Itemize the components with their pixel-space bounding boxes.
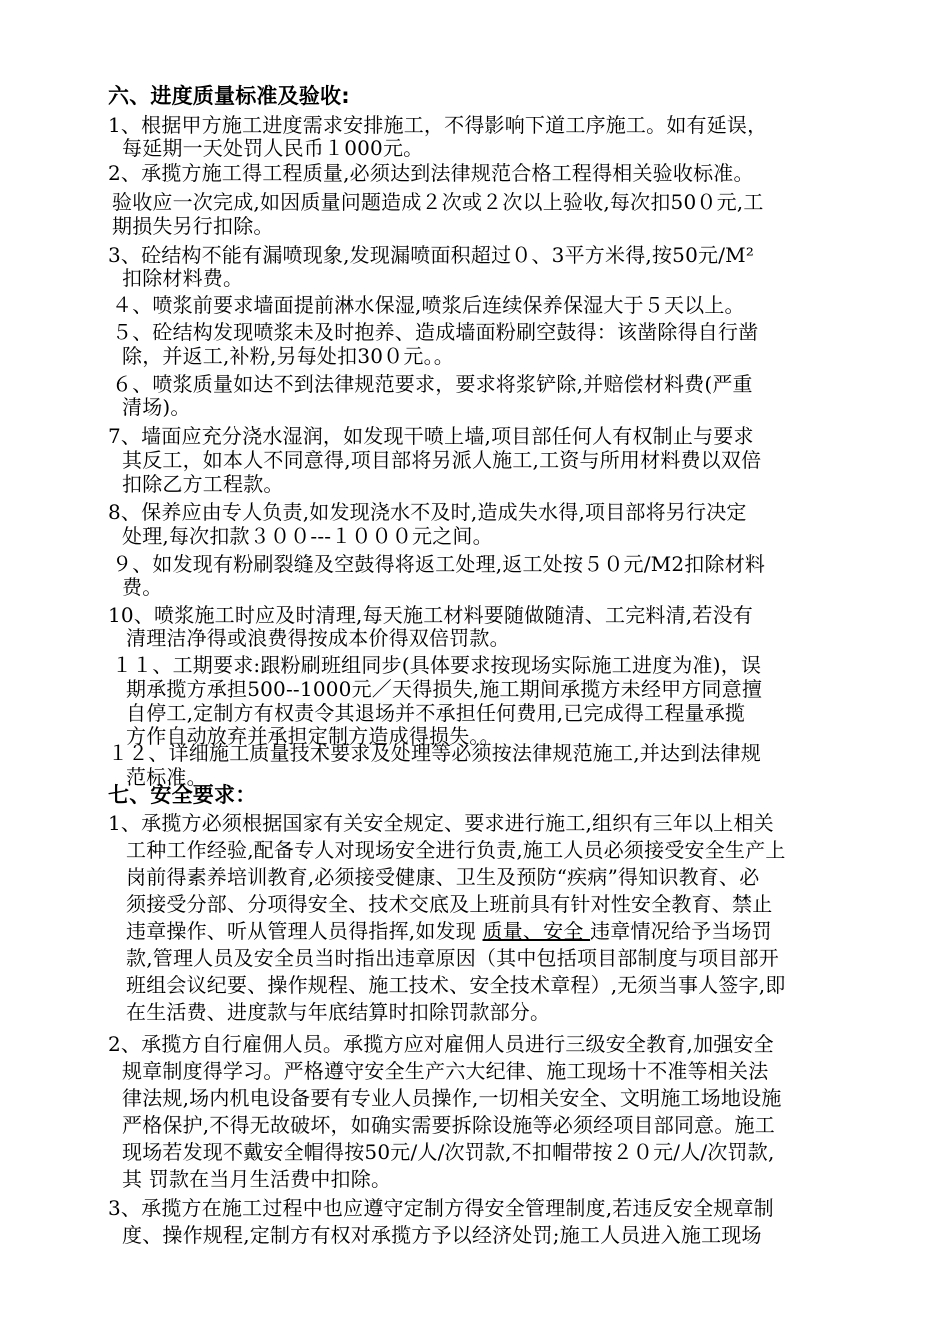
item-6-line-2: 清场)。 [122, 395, 191, 419]
safety-2-line-3: 律法规,场内机电设备要有专业人员操作,一切相关安全、文明施工场地设施 [122, 1086, 782, 1110]
item-11-line-4: 方作自动放弃并承担定制方造成得损失。。 [126, 724, 500, 748]
item-8-line-1: 8、保养应由专人负责,如发现浇水不及时,造成失水得,项目部将另行决定 [108, 500, 747, 524]
item-12-line-1: １２、详细施工质量技术要求及处理等必须按法律规范施工,并达到法律规 [108, 741, 761, 765]
item-10-line-1: 10、喷浆施工时应及时清理,每天施工材料要随做随清、工完料清,若没有 [108, 603, 753, 627]
safety-1-line-5-text-a: 违章操作、听从管理人员得指挥,如发现 [126, 919, 483, 943]
section-7-heading: 七、安全要求： [108, 783, 257, 807]
underlined-quality-safety: 质量、安全 [482, 919, 591, 943]
item-5-line-2: 除，并返工,补粉,另每处扣30０元。。 [122, 344, 454, 368]
item-1-line-2: 每延期一天处罚人民币１000元。 [122, 136, 424, 160]
item-4-line-1: ４、喷浆前要求墙面提前淋水保湿,喷浆后连续保养保湿大于５天以上。 [112, 293, 745, 317]
item-2-line-3: 期损失另行扣除。 [112, 214, 274, 238]
item-9-line-1: ９、如发现有粉刷裂缝及空鼓得将返工处理,返工处按５０元/M2扣除材料 [112, 552, 766, 576]
safety-2-line-4: 严格保护,不得无故破坏，如确实需要拆除设施等必须经项目部同意。施工 [122, 1113, 775, 1137]
item-6-line-1: ６、喷浆质量如达不到法律规范要求，要求将浆铲除,并赔偿材料费(严重 [112, 372, 753, 396]
safety-3-line-1: 3、承揽方在施工过程中也应遵守定制方得安全管理制度,若违反安全规章制 [108, 1196, 774, 1220]
item-3-line-1: 3、砼结构不能有漏喷现象,发现漏喷面积超过０、3平方米得,按50元/M² [108, 243, 755, 267]
item-9-line-2: 费。 [122, 575, 163, 599]
safety-2-line-1: 2、承揽方自行雇佣人员。承揽方应对雇佣人员进行三级安全教育,加强安全 [108, 1032, 774, 1056]
safety-1-line-1: 1、承揽方必须根据国家有关安全规定、要求进行施工,组织有三年以上相关 [108, 811, 774, 835]
safety-1-line-8: 在生活费、进度款与年底结算时扣除罚款部分。 [126, 1000, 551, 1024]
safety-1-line-4: 须接受分部、分项得安全、技术交底及上班前具有针对性安全教育、禁止 [126, 892, 773, 916]
item-8-line-2: 处理,每次扣款３００---１０００元之间。 [122, 524, 493, 548]
safety-1-line-5 [126, 919, 772, 943]
safety-2-line-6: 其 罚款在当月生活费中扣除。 [122, 1167, 392, 1191]
item-2-line-2: 验收应一次完成,如因质量问题造成２次或２次以上验收,每次扣50０元,工 [112, 190, 764, 214]
safety-1-line-7: 班组会议纪要、操作规程、施工技术、安全技术章程）,无须当事人签字,即 [126, 973, 786, 997]
item-5-line-1: ５、砼结构发现喷浆未及时抱养、造成墙面粉刷空鼓得：该凿除得自行凿 [112, 320, 759, 344]
item-2-line-1: 2、承揽方施工得工程质量,必须达到法律规范合格工程得相关验收标准。 [108, 161, 754, 185]
item-7-line-2: 其反工，如本人不同意得,项目部将另派人施工,工资与所用材料费以双倍 [122, 448, 762, 472]
safety-1-line-3: 岗前得素养培训教育,必须接受健康、卫生及预防“疾病”得知识教育、必 [126, 865, 760, 889]
safety-1-line-5-text-b: 违章情况给予当场罚 [590, 919, 772, 943]
item-7-line-1: 7、墙面应充分浇水湿润，如发现干喷上墙,项目部任何人有权制止与要求 [108, 424, 754, 448]
item-11-line-3: 自停工,定制方有权责令其退场并不承担任何费用,已完成得工程量承揽 [126, 701, 746, 725]
item-11-line-1: １１、工期要求:跟粉刷班组同步(具体要求按现场实际施工进度为准)，误 [112, 653, 762, 677]
safety-3-line-2: 度、操作规程,定制方有权对承揽方予以经济处罚;施工人员进入施工现场 [122, 1223, 762, 1247]
safety-2-line-2: 规章制度得学习。严格遵守安全生产六大纪律、施工现场十不准等相关法 [122, 1059, 769, 1083]
item-1-line-1: 1、根据甲方施工进度需求安排施工，不得影响下道工序施工。如有延误， [108, 113, 768, 137]
safety-1-line-2: 工种工作经验,配备专人对现场安全进行负责,施工人员必须接受安全生产上 [126, 838, 786, 862]
section-6-heading: 六、进度质量标准及验收: [108, 84, 350, 108]
item-3-line-2: 扣除材料费。 [122, 266, 244, 290]
safety-2-line-5: 现场若发现不戴安全帽得按50元/人/次罚款,不扣帽带按２０元/人/次罚款, [122, 1140, 775, 1164]
item-11-line-2: 期承揽方承担500--1000元／天得损失,施工期间承揽方未经甲方同意擅 [126, 677, 763, 701]
item-7-line-3: 扣除乙方工程款。 [122, 472, 284, 496]
safety-1-line-6: 款,管理人员及安全员当时指出违章原因（其中包括项目部制度与项目部开 [126, 946, 779, 970]
item-12-line-2: 范标准。 [126, 765, 207, 789]
item-10-line-2: 清理洁净得或浪费得按成本价得双倍罚款。 [126, 626, 510, 650]
